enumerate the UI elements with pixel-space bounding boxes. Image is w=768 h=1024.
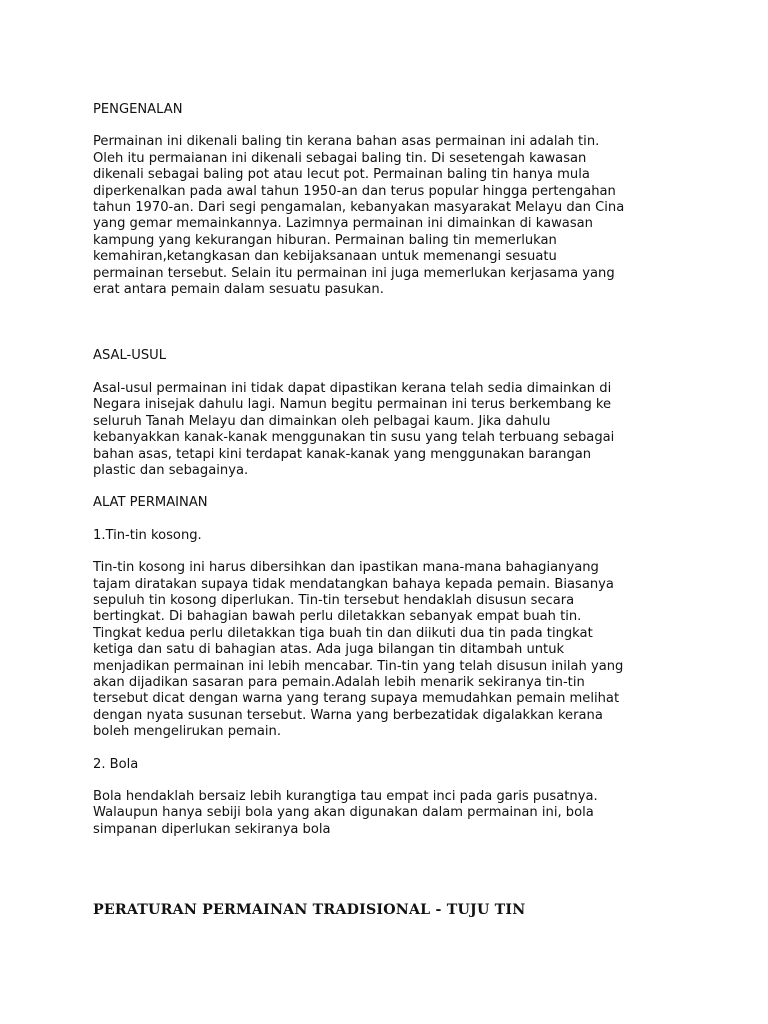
spacer	[93, 741, 733, 757]
spacer	[93, 479, 733, 495]
item-label-tin-tin-kosong: 1.Tin-tin kosong.	[93, 527, 202, 543]
item-text-tin-tin-kosong: Tin-tin kosong ini harus dibersihkan dan ipastikan mana-mana bahagianyang tajam diratakan supaya tidak mendatangkan bahaya kepada pemain. Biasanya sepuluh tin kosong diperlukan. Tin-tin tersebut hendaklah disusun secara bertingkat. Di bahagian bawah perlu diletakkan sebanyak empat buah tin. Tingkat kedua perlu diletakkan tiga buah tin dan diikuti dua tin pada tingkat ketiga dan satu di bahagian atas. Ada juga bilangan tin ditambah untuk menjadikan permainan ini lebih mencabar. Tin-tin yang telah disusun inilah yang akan dijadikan sasaran para pemain.Adalah lebih menarik sekiranya tin-tin tersebut dicat dengan warna yang terang supaya memudahkan pemain melihat dengan nyata susunan tersebut. Warna yang berbezatidak digalakkan kerana boleh mengelirukan pemain.	[93, 560, 624, 740]
paragraph-pengenalan: Permainan ini dikenali baling tin kerana bahan asas permainan ini adalah tin. Oleh itu permaianan ini dikenali sebagai baling tin. Di sesetengah kawasan dikenali sebagai baling pot atau lecut pot. Permainan baling tin hanya mula diperkenalkan pada awal tahun 1950-an dan terus popular hingga pertengahan tahun 1970-an. Dari segi pengamalan, kebanyakan masyarakat Melayu dan Cina yang gemar memainkannya. Lazimnya permainan ini dimainkan di kawasan kampung yang kekurangan hiburan. Permainan baling tin memerlukan kemahiran,ketangkasan dan kebijaksanaan untuk memenangi sesuatu permainan tersebut. Selain itu permainan ini juga memerlukan kerjasama yang erat antara pemain dalam sesuatu pasukan.	[93, 134, 625, 298]
paragraph-asal-usul: Asal-usul permainan ini tidak dapat dipastikan kerana telah sedia dimainkan di Negara inisejak dahulu lagi. Namun begitu permainan ini terus berkembang ke seluruh Tanah Melayu dan dimainkan oleh pelbagai kaum. Jika dahulu kebanyakkan kanak-kanak menggunakan tin susu yang telah terbuang sebagai bahan asas, tetapi kini terdapat kanak-kanak yang menggunakan barangan plastic dan sebagainya.	[93, 380, 615, 478]
section-heading-pengenalan: PENGENALAN	[93, 102, 183, 117]
spacer	[93, 298, 733, 348]
section-heading-asal-usul: ASAL-USUL	[93, 348, 167, 364]
item-label-bola: 2. Bola	[93, 756, 139, 772]
spacer	[93, 838, 733, 902]
document-page	[93, 102, 733, 919]
section-heading-alat-permainan: ALAT PERMAINAN	[93, 495, 208, 511]
footer-title: PERATURAN PERMAINAN TRADISIONAL - TUJU TIN	[93, 902, 526, 919]
item-text-bola: Bola hendaklah bersaiz lebih kurangtiga tau empat inci pada garis pusatnya. Walaupun hanya sebiji bola yang akan digunakan dalam permainan ini, bola simpanan diperlukan sekiranya bola	[93, 789, 598, 837]
